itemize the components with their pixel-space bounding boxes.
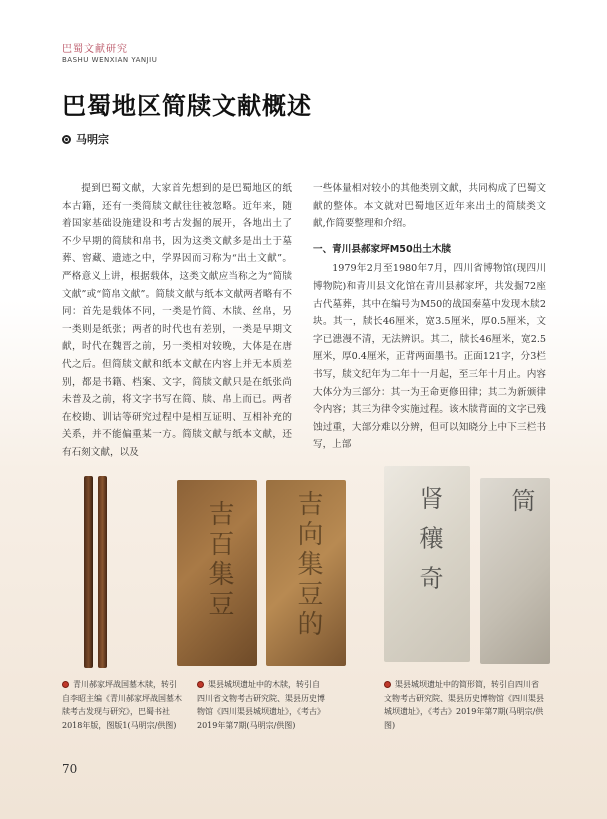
section-name-cn: 巴蜀文献研究 [62, 44, 128, 55]
tablet-inscription: 吉百集豆 [204, 500, 234, 620]
photo-caption [62, 678, 182, 732]
wooden-slip-image [98, 476, 107, 668]
caption-marker-icon [197, 681, 204, 688]
page-number: 70 [62, 762, 78, 776]
photo-caption [197, 678, 327, 732]
body-paragraph: 1979年2月至1980年7月，四川省博物馆(现四川博物院)和青川县文化馆在青川县郝家坪，共发掘72座古代墓葬，其中在编号为M50的战国秦墓中发现木牍2块。其一，牍长46厘米，宽3.5厘米，厚0.5厘米，文字已漶漫不清，无法辨识。其二，牍长46厘米，宽2.5厘米，厚0.4厘米，正背两面墨书。正面121字，分3栏书写，牍文纪年为二年十一月起，至三年十月止。内容大体分为三部分：其一为王命更修田律；其二为新颁律令内容；其三为律令实施过程。该木牍背面的文字已残蚀过重，大部分难以分辨，但可以知晓分上中下三栏书写，上部 [313, 263, 546, 451]
body-paragraph: 提到巴蜀文献，大家首先想到的是巴蜀地区的纸本古籍，还有一类简牍文献往往被忽略。近年来，随着国家基础设施建设和考古发掘的展开，各地出土了不少早期的简牍和帛书，因为这类文献多是出土于墓葬、窖藏、遗迹之中，学界因而习称为“出土文献”。严格意义上讲，根据载体，这类文献应当称之为“简牍文献”或“简帛文献”。简牍文献与纸本文献两者略有不同：首先是载体不同，一类是竹简、木牍、丝帛，另一类则是纸张；两者的时代也有差别，一类是早期文献，时代在魏晋之前，另一类相对较晚，大体是在唐代之后。但简牍文献和纸本文献在内容上并无本质差别，都是书籍、档案、文字，简牍文献只是在纸张尚未普及之前，将文字书写在简、牍、帛上而已。两者在校勘、训诂等研究过程中是相互证明、互相补充的关系，并不能偏重某一方。简牍文献与纸本文献，还有石刻文献，以及 [62, 183, 292, 458]
body-column-left [62, 180, 292, 462]
wooden-tablet-image [266, 480, 346, 666]
slip-inscription: 肾 穰 奇 [415, 486, 443, 594]
author-line [62, 131, 109, 147]
tablet-inscription: 吉向集豆的 [293, 490, 323, 640]
bamboo-slip-image [480, 478, 550, 664]
section-name-en: BASHU WENXIAN YANJIU [62, 56, 158, 64]
slip-inscription: 筒 [507, 488, 535, 516]
body-column-right [313, 180, 546, 454]
photo-caption [384, 678, 544, 732]
author-name: 马明宗 [76, 133, 109, 146]
caption-text: 渠县城坝遗址中的简形简，转引自四川省文物考古研究院、渠县历史博物馆《四川渠县城坝遗址》，《考古》2019年第7期(马明宗/供图) [384, 680, 544, 730]
caption-text: 渠县城坝遗址中的木牍，转引自四川省文物考古研究院、渠县历史博物馆《四川渠县城坝遗址》，《考古》2019年第7期(马明宗/供图) [197, 680, 325, 730]
bamboo-slip-image [384, 466, 470, 662]
body-paragraph: 一些体量相对较小的其他类别文献，共同构成了巴蜀文献的整体。本文就对巴蜀地区近年来出土的简牍类文献,作简要整理和介绍。 [313, 183, 546, 230]
caption-marker-icon [62, 681, 69, 688]
wooden-slip-image [84, 476, 93, 668]
caption-text: 青川郝家坪战国墓木牍，转引自李昭主编《青川郝家坪战国墓木牍考古发现与研究》，巴蜀书社2018年版，图版1(马明宗/供图) [62, 680, 182, 730]
photo-strip [62, 464, 548, 672]
wooden-tablet-image [177, 480, 257, 666]
section-heading: 一、青川县郝家坪M50出土木牍 [313, 243, 452, 255]
bullet-icon [62, 135, 71, 144]
section-header [62, 40, 157, 64]
caption-marker-icon [384, 681, 391, 688]
article-title: 巴蜀地区简牍文献概述 [62, 92, 312, 120]
